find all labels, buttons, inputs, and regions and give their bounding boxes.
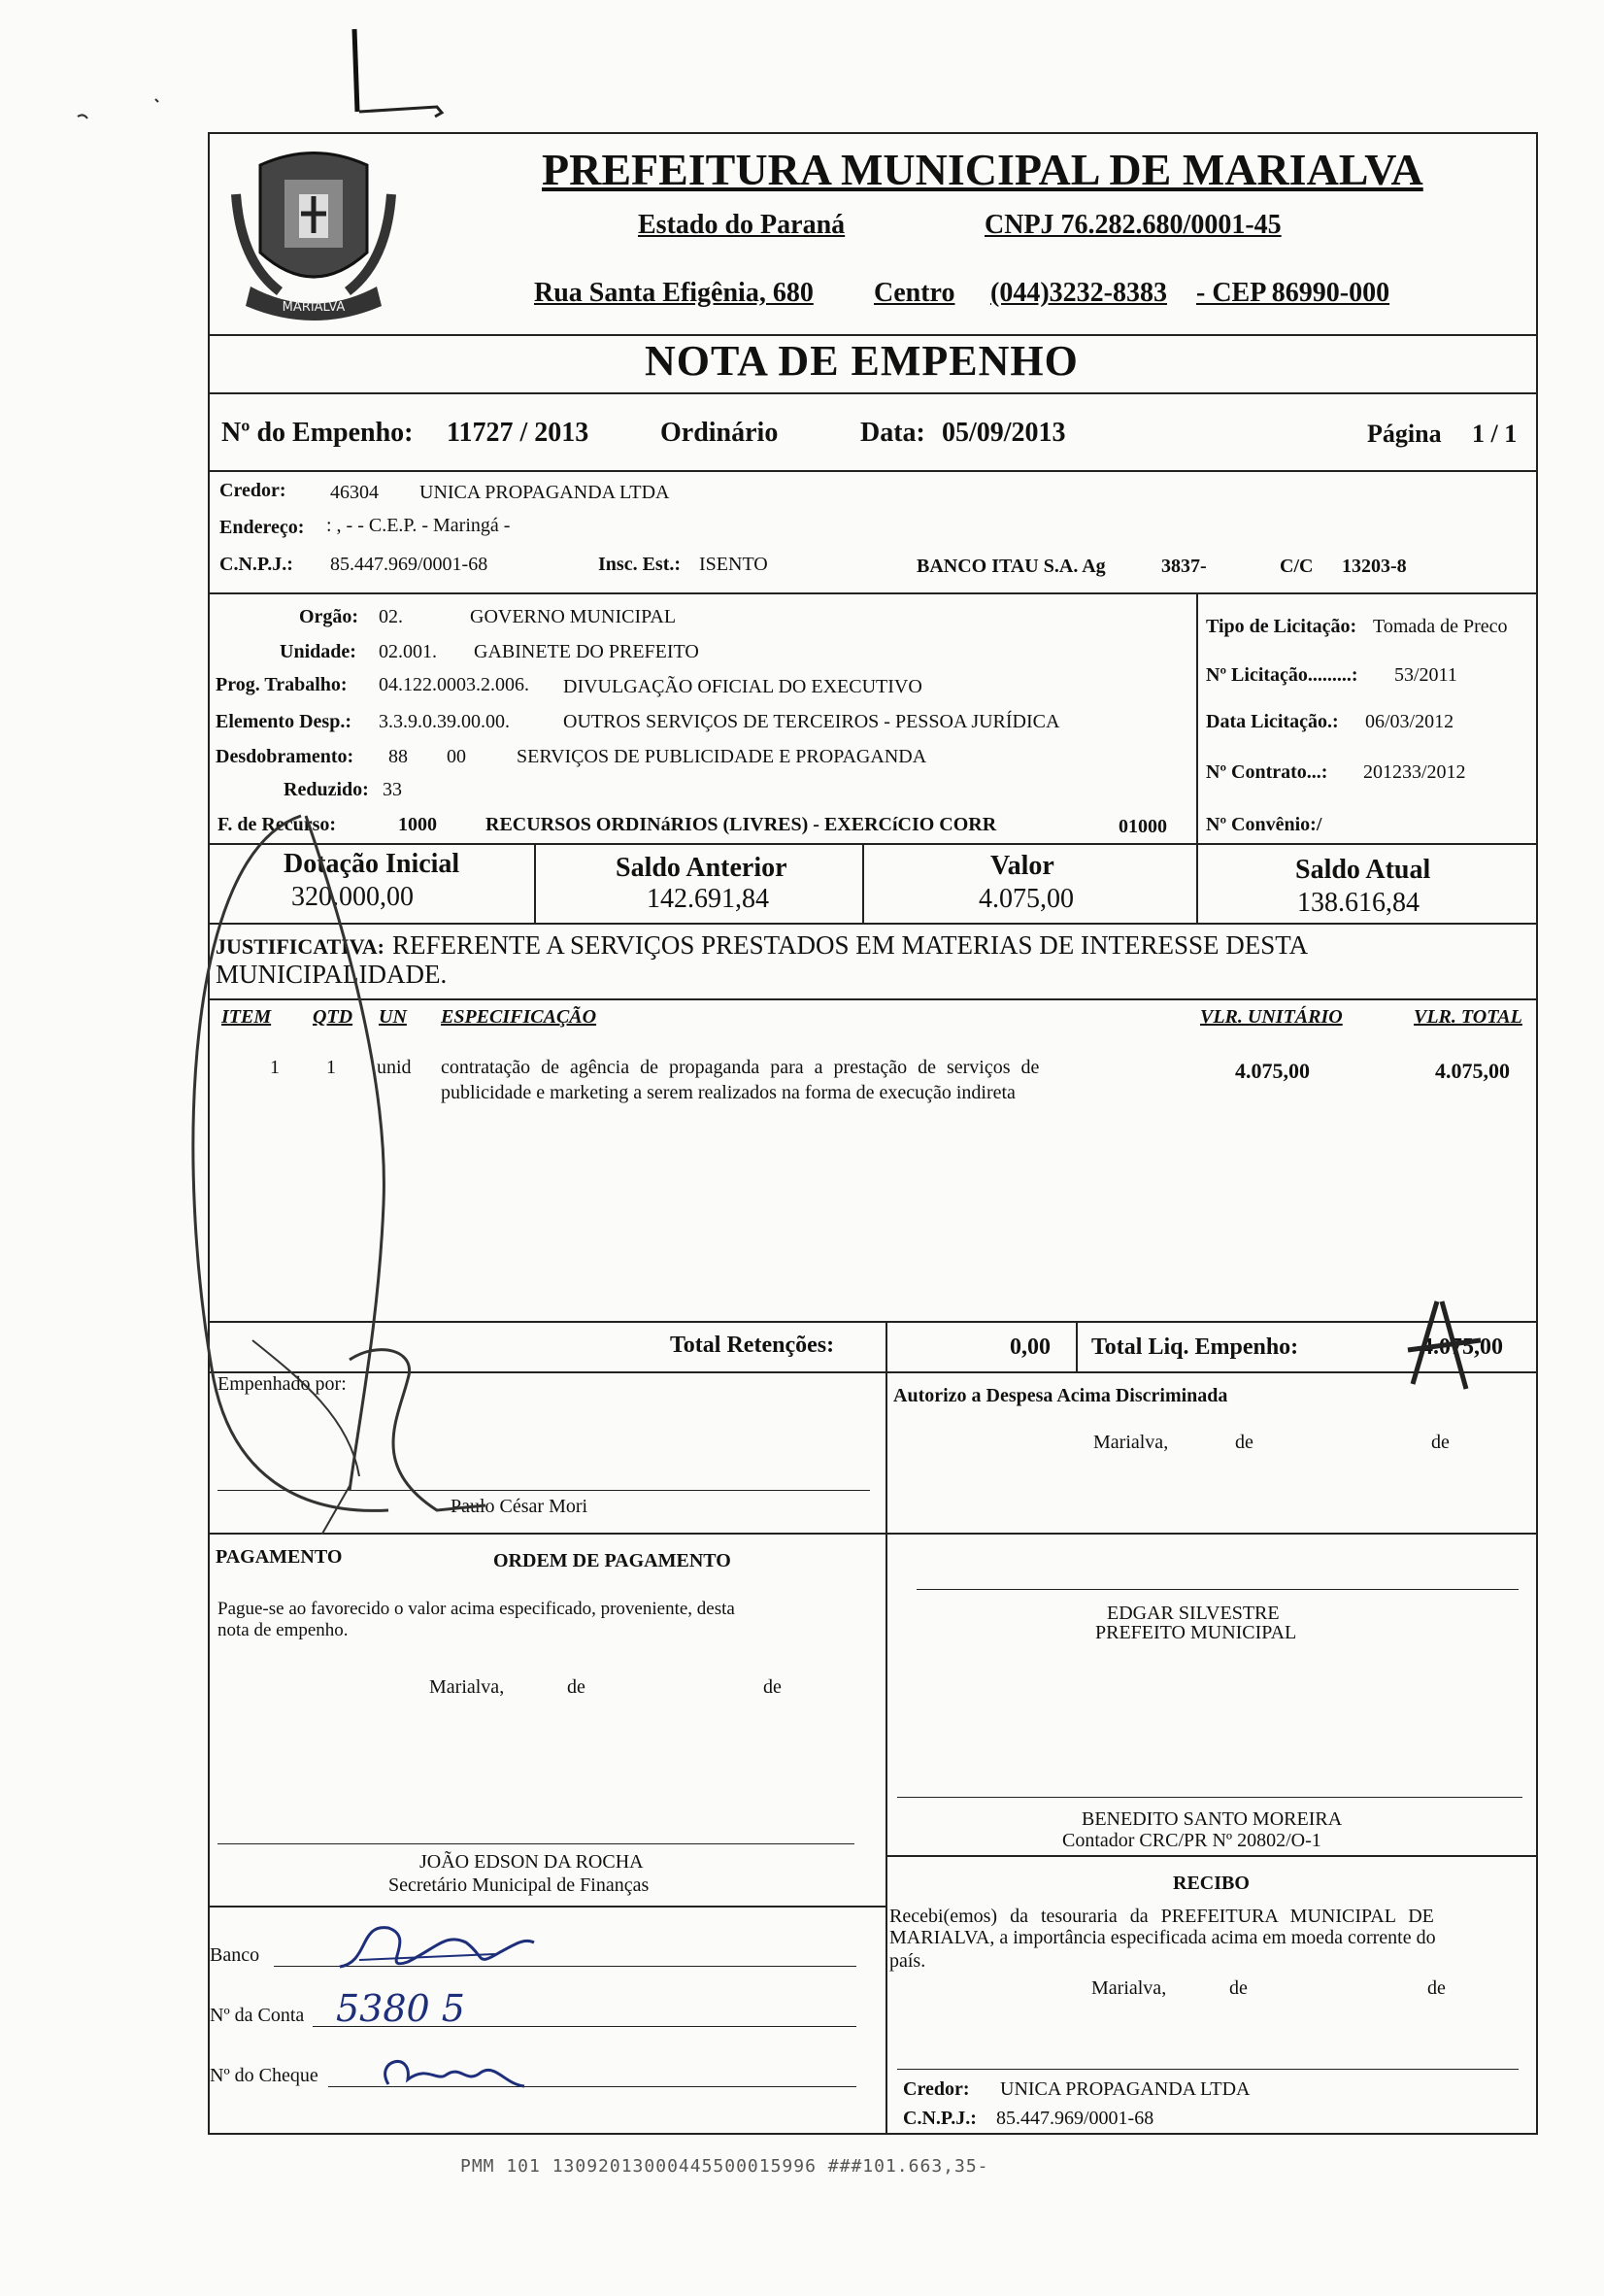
page-label: Página (1367, 420, 1442, 448)
autorizo-de1: de (1235, 1432, 1253, 1453)
num-licitacao-label: Nº Licitação.........: (1206, 664, 1358, 686)
banco-signature (330, 1913, 544, 1981)
endereco-label: Endereço: (219, 517, 305, 538)
bank-agency: 3837- (1161, 556, 1207, 577)
recibo-text2: MARIALVA, a importância especificada acima em moeda corrente do (889, 1927, 1436, 1948)
justificativa-text1: REFERENTE A SERVIÇOS PRESTADOS EM MATERIAS DE INTERESSE DESTA (392, 930, 1309, 960)
page-title: PREFEITURA MUNICIPAL DE MARIALVA (542, 145, 1423, 194)
header-phone: (044)3232-8383 (990, 278, 1167, 308)
elem-code: 3.3.9.0.39.00.00. (379, 711, 510, 732)
row-vlr-total: 4.075,00 (1435, 1059, 1510, 1083)
footer-stamp: PMM 101 13092013000445500015996 ###101.663,35- (460, 2156, 989, 2177)
empenhado-label: Empenhado por: (217, 1373, 347, 1395)
autorizo-city: Marialva, (1093, 1432, 1169, 1453)
conta-handwritten: 5380 5 (336, 1987, 465, 2030)
unidade-name: GABINETE DO PREFEITO (474, 641, 699, 662)
row-item: 1 (270, 1057, 280, 1078)
reduzido-code: 33 (383, 779, 402, 800)
retencoes-label: Total Retenções: (670, 1333, 835, 1358)
autorizo-signer: EDGAR SILVESTRE (1107, 1603, 1280, 1624)
svg-text:MARIALVA: MARIALVA (282, 300, 346, 315)
orgao-label: Orgão: (299, 606, 359, 627)
pagamento-text1: Pague-se ao favorecido o valor acima especificado, proveniente, desta (217, 1599, 735, 1619)
autorizo-signer-role: PREFEITO MUNICIPAL (1095, 1622, 1297, 1643)
col-un: UN (379, 1006, 407, 1028)
col-item: ITEM (221, 1006, 272, 1028)
cheque-label: Nº do Cheque (210, 2065, 318, 2086)
header-address: Rua Santa Efigênia, 680 (534, 278, 814, 308)
ordem-pagamento-title: ORDEM DE PAGAMENTO (493, 1550, 731, 1571)
pagamento-de1: de (567, 1676, 585, 1698)
prog-code: 04.122.0003.2.006. (379, 674, 529, 695)
autorizo-label: Autorizo a Despesa Acima Discriminada (893, 1385, 1228, 1406)
pagamento-signer: JOÃO EDSON DA ROCHA (419, 1851, 644, 1873)
orgao-name: GOVERNO MUNICIPAL (470, 606, 677, 627)
empenho-date: 05/09/2013 (942, 418, 1066, 448)
insc-label: Insc. Est.: (598, 554, 682, 575)
credor-label: Credor: (219, 480, 286, 501)
header-cep: - CEP 86990-000 (1196, 278, 1390, 308)
col-vlr-unit: VLR. UNITÁRIO (1200, 1006, 1343, 1028)
row-qtd: 1 (326, 1057, 336, 1078)
empenho-type: Ordinário (660, 418, 779, 448)
fonte-name: RECURSOS ORDINáRIOS (LIVRES) - EXERCíCIO CORR (485, 814, 997, 835)
fonte-code: 1000 (398, 814, 437, 835)
dotacao-label: Dotação Inicial (284, 849, 460, 879)
row-vlr-unit: 4.075,00 (1235, 1059, 1310, 1083)
empenho-date-label: Data: (860, 418, 925, 448)
desd-name: SERVIÇOS DE PUBLICIDADE E PROPAGANDA (517, 746, 927, 767)
pagamento-de2: de (763, 1676, 782, 1698)
convenio-label: Nº Convênio:/ (1206, 814, 1322, 835)
tipo-licitacao: Tomada de Preco (1373, 616, 1508, 637)
atual-label: Saldo Atual (1295, 855, 1431, 885)
retencoes-value: 0,00 (1010, 1334, 1051, 1360)
pagamento-city: Marialva, (429, 1676, 505, 1698)
cheque-signature (369, 2045, 553, 2104)
elem-name: OUTROS SERVIÇOS DE TERCEIROS - PESSOA JURÍDICA (563, 711, 1060, 732)
credor-cnpj: 85.447.969/0001-68 (330, 554, 488, 575)
pagamento-signer-role: Secretário Municipal de Finanças (388, 1874, 650, 1896)
cc-label: C/C (1280, 556, 1314, 577)
recibo-credor-name: UNICA PROPAGANDA LTDA (1000, 2078, 1251, 2100)
valor-value: 4.075,00 (979, 884, 1074, 914)
recibo-de2: de (1427, 1977, 1446, 1999)
prog-label: Prog. Trabalho: (216, 674, 348, 695)
empenho-label: Nº do Empenho: (221, 418, 414, 448)
data-licitacao-label: Data Licitação.: (1206, 711, 1339, 732)
recibo-city: Marialva, (1091, 1977, 1167, 1999)
credor-code: 46304 (330, 482, 379, 503)
dotacao-value: 320.000,00 (291, 882, 414, 912)
reduzido-label: Reduzido: (284, 779, 369, 800)
endereco-value: : , - - C.E.P. - Maringá - (326, 515, 511, 536)
desd-code: 88 (388, 746, 408, 767)
atual-value: 138.616,84 (1297, 888, 1420, 918)
empenho-number: 11727 / 2013 (447, 418, 589, 448)
desd-label: Desdobramento: (216, 746, 354, 767)
recibo-credor-label: Credor: (903, 2078, 970, 2100)
total-checkmark (1398, 1292, 1486, 1399)
liq-label: Total Liq. Empenho: (1091, 1334, 1299, 1360)
doc-title: NOTA DE EMPENHO (645, 337, 1079, 385)
header-cnpj: CNPJ 76.282.680/0001-45 (985, 210, 1282, 240)
contrato-value: 201233/2012 (1363, 761, 1466, 783)
col-qtd: QTD (313, 1006, 353, 1028)
recibo-text1: Recebi(emos) da tesouraria da PREFEITURA MUNICIPAL DE (889, 1906, 1434, 1927)
recibo-text3: país. (889, 1950, 926, 1972)
insc-value: ISENTO (699, 554, 768, 575)
credor-cnpj-label: C.N.P.J.: (219, 554, 293, 575)
page-number: 1 / 1 (1472, 420, 1518, 448)
unidade-code: 02.001. (379, 641, 437, 662)
contrato-label: Nº Contrato...: (1206, 761, 1328, 783)
data-licitacao: 06/03/2012 (1365, 711, 1454, 732)
credor-name: UNICA PROPAGANDA LTDA (419, 482, 670, 503)
valor-label: Valor (990, 851, 1054, 881)
recibo-cnpj-label: C.N.P.J.: (903, 2108, 977, 2129)
conta-label: Nº da Conta (210, 2005, 305, 2026)
pagamento-text2: nota de empenho. (217, 1620, 349, 1640)
anterior-value: 142.691,84 (647, 884, 769, 914)
recibo-cnpj: 85.447.969/0001-68 (996, 2108, 1154, 2129)
row-un: unid (377, 1057, 412, 1078)
cc-value: 13203-8 (1342, 556, 1407, 577)
state-label: Estado do Paraná (638, 210, 846, 240)
desd-sub: 00 (447, 746, 466, 767)
handwritten-marks (155, 796, 583, 1535)
justificativa-text2: MUNICIPALIDADE. (216, 960, 448, 989)
municipal-crest-icon (221, 136, 406, 335)
justificativa-label: JUSTIFICATIVA: (216, 934, 385, 959)
pagamento-label: PAGAMENTO (216, 1546, 343, 1568)
fonte-label: F. de Recurso: (217, 814, 337, 835)
autorizo-de2: de (1431, 1432, 1450, 1453)
unidade-label: Unidade: (280, 641, 356, 662)
orgao-code: 02. (379, 606, 403, 627)
banco-label: Banco (210, 1944, 260, 1966)
prog-name: DIVULGAÇÃO OFICIAL DO EXECUTIVO (563, 676, 922, 697)
recibo-de1: de (1229, 1977, 1248, 1999)
num-licitacao: 53/2011 (1394, 664, 1457, 686)
recibo-title: RECIBO (1173, 1873, 1250, 1894)
col-espec: ESPECIFICAÇÃO (441, 1006, 597, 1028)
contador-role: Contador CRC/PR Nº 20802/O-1 (1062, 1830, 1321, 1851)
empenhado-name: Paulo César Mori (451, 1496, 588, 1517)
liq-value: 4.075,00 (1421, 1334, 1503, 1360)
row-espec1: contratação de agência de propaganda para a prestação de serviços de (441, 1057, 1040, 1078)
scan-marks (58, 19, 466, 126)
header-district: Centro (874, 278, 955, 308)
anterior-label: Saldo Anterior (616, 853, 787, 883)
col-vlr-total: VLR. TOTAL (1414, 1006, 1522, 1028)
elem-label: Elemento Desp.: (216, 711, 351, 732)
fonte-num: 01000 (1119, 816, 1167, 837)
contador-name: BENEDITO SANTO MOREIRA (1082, 1808, 1343, 1830)
tipo-licitacao-label: Tipo de Licitação: (1206, 616, 1357, 637)
bank-name: BANCO ITAU S.A. Ag (917, 556, 1106, 577)
row-espec2: publicidade e marketing a serem realizados na forma de execução indireta (441, 1082, 1016, 1103)
